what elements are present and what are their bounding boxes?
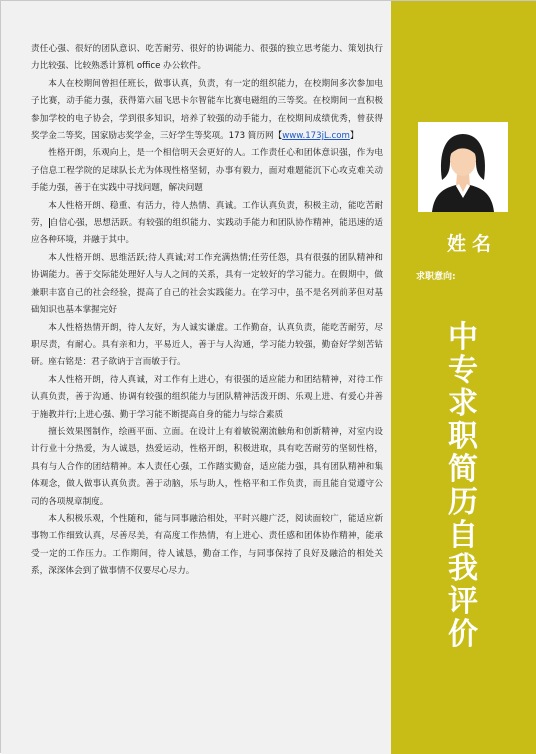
- title-char: 价: [448, 617, 478, 652]
- title-char: 我: [448, 551, 478, 586]
- self-evaluation-content: [31, 41, 383, 581]
- paragraph-4: [31, 198, 383, 250]
- paragraph-2: [31, 76, 383, 146]
- site-prefix: 173 简历网【: [228, 131, 283, 142]
- title-char: 简: [448, 452, 478, 487]
- female-avatar-icon: [418, 122, 508, 212]
- text-column: [1, 1, 391, 754]
- paragraph-3: 性格开朗，乐观向上，是一个相信明天会更好的人。工作责任心和团体意识强，作为电子信息工程学院的足球队长尤为体现性格坚韧，办事有毅力，面对难题能沉下心攻克难关动手能力强，善于在实践中寻找问题，解决问题: [31, 148, 383, 194]
- paragraph-4-a: 本人性格开朗、稳重、有活力，待人热情、真诚。工作认真负责，积极主动，能吃苦耐劳，: [31, 200, 383, 229]
- job-intention-label: 求职意向:: [416, 272, 456, 282]
- paragraph-4-b: 自信心强，思想活跃。有较强的组织能力、实践动手能力和团队协作精神，能迅速的适应各种环境，并融于其中。: [31, 218, 383, 246]
- paragraph-2-text: 本人在校期间曾担任班长，做事认真，负责，有一定的组织能力，在校期间多次参加电子比赛，动手能力强，获得第六届飞思卡尔智能车比赛电磁组的三等奖。在校期间一直积极参加学校的电子协会，学到很多知识，培养了较强的动手能力，在校期间成绩优秀，曾获得奖学金二等奖，国家励志奖学金，三好学生等奖项。: [31, 78, 383, 142]
- paragraph-1: 责任心强、很好的团队意识、吃苦耐劳、很好的协调能力、很强的独立思考能力、策划执行力比较强、比较熟悉计算机 office 办公软件。: [31, 44, 383, 72]
- paragraph-8: 擅长效果图制作，绘画平面、立面。在设计上有着敏锐潮流触角和创新精神，对室内设计行业十分热爱，为人诚恳，热爱运动，性格开朗，积极进取，具有吃苦耐劳的坚韧性格，具有与人合作的团结精神。本人责任心强，工作踏实勤奋，适应能力强，具有团队精神和集体观念，做人做事认真负责。善于动脑，乐与助人，性格平和工作负责，而且能自觉遵守公司的各项规章制度。: [31, 426, 383, 507]
- candidate-name: 姓名: [446, 233, 497, 255]
- title-char: 职: [448, 419, 478, 454]
- site-link[interactable]: www.173jL.com: [282, 131, 350, 142]
- title-char: 专: [448, 353, 478, 388]
- title-char: 中: [448, 320, 478, 355]
- paragraph-6: 本人性格热情开朗，待人友好，为人诚实谦虚。工作勤奋，认真负责，能吃苦耐劳，尽职尽责，有耐心。具有亲和力，平易近人，善于与人沟通，学习能力较强，勤奋好学刻苦钻研。座右铭是：君子欲讷于言而敏于行。: [31, 322, 383, 368]
- title-char: 历: [448, 485, 478, 520]
- paragraph-9: 本人积极乐观，个性随和，能与同事融洽相处，平时兴趣广泛，阅读面较广，能适应新事物工作细致认真，尽善尽美，有高度工作热情，有上进心、责任感和团体协作精神，能承受一定的工作压力。工作期间，待人诚恳，勤奋工作，与同事保持了良好及融洽的相处关系，深深体会到了做事情不仅要尽心尽力。: [31, 513, 383, 577]
- site-suffix: 】: [349, 131, 359, 142]
- title-char: 自: [448, 518, 478, 553]
- paragraph-5: 本人性格开朗、思维活跃;待人真诚;对工作充满热情;任劳任怨，具有很强的团队精神和协调能力。善于交际能处理好人与人之间的关系，具有一定较好的学习能力。在假期中，做兼职丰富自己的社会经验，提高了自己的社会实践能力。在学习中，虽不是名列前茅但对基础知识也基本掌握完好: [31, 252, 383, 316]
- paragraph-7: 本人性格开朗，待人真诚，对工作有上进心，有很强的适应能力和团结精神，对待工作认真负责，善于沟通、协调有较强的组织能力与团队精神活泼开朗、乐观上进、有爱心并善于施教并行;上进心强、勤于学习能不断提高自身的能力与综合素质: [31, 374, 383, 420]
- vertical-title: [445, 321, 481, 651]
- title-char: 求: [448, 386, 478, 421]
- title-char: 评: [448, 584, 478, 619]
